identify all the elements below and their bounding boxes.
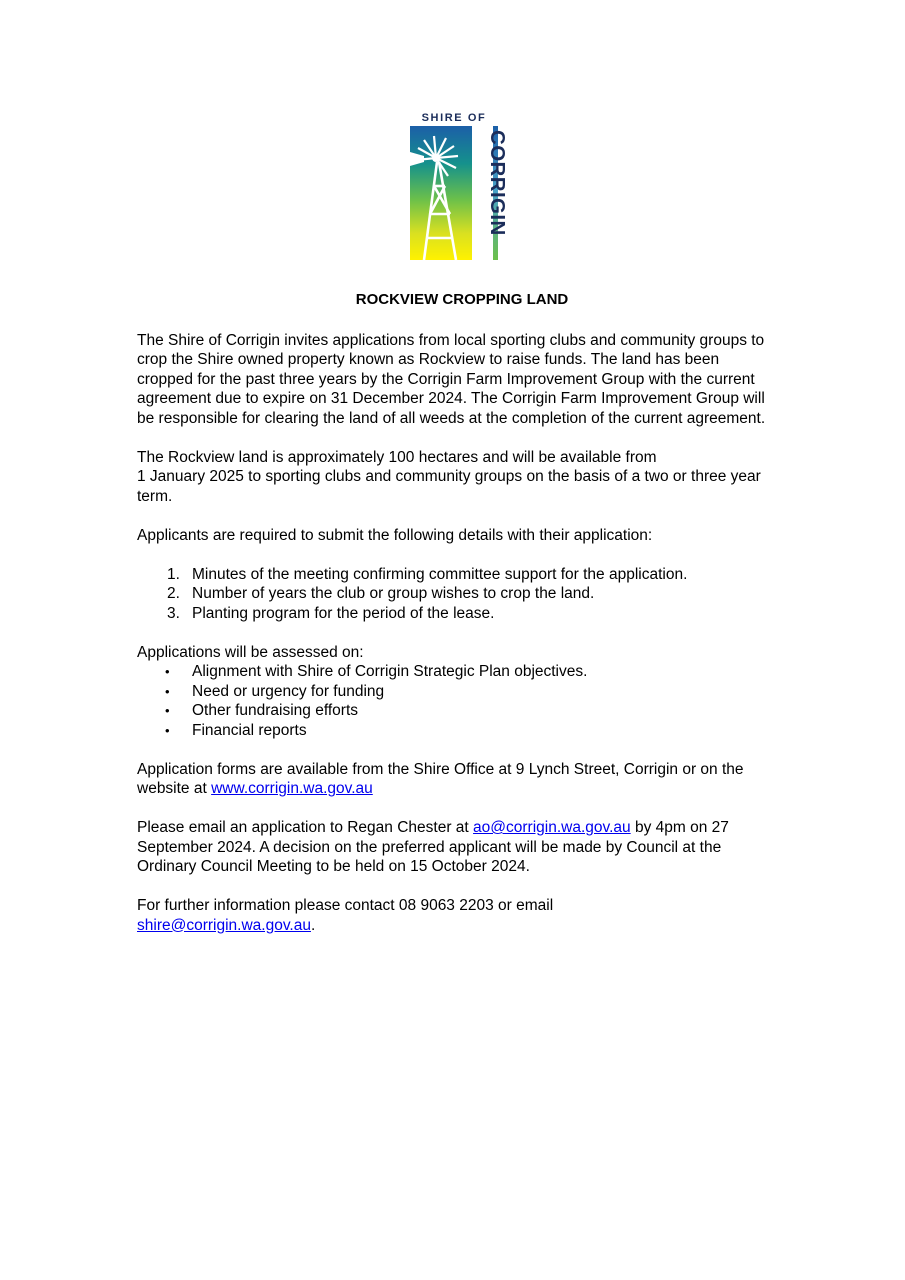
- availability-line-2: 1 January 2025 to sporting clubs and community groups on the basis of a two or three year term.: [137, 468, 761, 505]
- list-item: [137, 584, 777, 604]
- submission-text-after: by 4pm on 27 September 2024. A decision on the preferred applicant will be made by Council at the Ordinary Council Meeting to be held on 15 October 2024.: [137, 819, 729, 875]
- criteria-intro: Applications will be assessed on:: [137, 643, 364, 661]
- list-item: [137, 662, 777, 682]
- application-email-link[interactable]: ao@corrigin.wa.gov.au: [473, 819, 631, 836]
- logo-name-text: CORRIGIN: [486, 130, 509, 236]
- list-item-text: Number of years the club or group wishes to crop the land.: [192, 585, 595, 602]
- bullet-icon: •: [165, 722, 170, 738]
- bullet-icon: •: [165, 664, 170, 679]
- submission-paragraph: [137, 818, 777, 877]
- contact-period: .: [310, 916, 316, 934]
- windmill-logo-icon: [410, 126, 509, 260]
- logo-top-text: SHIRE OF: [421, 112, 487, 124]
- list-item-text: Need or urgency for funding: [192, 682, 385, 700]
- contact-paragraph: [137, 896, 777, 935]
- availability-line-1: The Rockview land is approximately 100 hectares and will be available from: [137, 448, 657, 466]
- list-item: [137, 565, 777, 585]
- list-number: 3.: [167, 604, 180, 622]
- document-title: ROCKVIEW CROPPING LAND: [355, 291, 569, 308]
- website-link[interactable]: www.corrigin.wa.gov.au: [211, 780, 373, 797]
- contact-text: For further information please contact 08 9063 2203 or email: [137, 897, 554, 914]
- bullet-icon: •: [165, 703, 170, 718]
- bullet-icon: •: [165, 683, 170, 699]
- requirements-intro: Applicants are required to submit the following details with their application:: [137, 526, 653, 544]
- list-item-text: Planting program for the period of the lease.: [192, 604, 495, 622]
- list-item: [137, 604, 777, 624]
- availability-paragraph: [137, 448, 777, 507]
- list-number: 2.: [167, 585, 180, 602]
- list-number: 1.: [167, 565, 180, 583]
- list-item-text: Alignment with Shire of Corrigin Strategic Plan objectives.: [192, 663, 588, 680]
- document-body: [137, 290, 777, 955]
- list-item: [137, 721, 777, 741]
- list-item-text: Financial reports: [192, 721, 307, 739]
- submission-text-before: Please email an application to Regan Chester at: [137, 819, 474, 836]
- contact-email-link[interactable]: shire@corrigin.wa.gov.au: [137, 916, 311, 934]
- list-item-text: Other fundraising efforts: [192, 702, 358, 719]
- list-item-text: Minutes of the meeting confirming committee support for the application.: [192, 565, 688, 583]
- requirements-list: [137, 565, 777, 624]
- forms-text: Application forms are available from the Shire Office at 9 Lynch Street, Corrigin or on the website at: [137, 760, 744, 797]
- forms-paragraph: [137, 760, 777, 799]
- shire-logo: [408, 112, 509, 264]
- list-item: [137, 682, 777, 702]
- intro-paragraph: The Shire of Corrigin invites applications from local sporting clubs and community groups to crop the Shire owned property known as Rockview to raise funds. The land has been cropped for the past three years by the Corrigin Farm Improvement Group with the current agreement due to expire on 31 December 2024. The Corrigin Farm Improvement Group will be responsible for clearing the land of all weeds at the completion of the current agreement.: [137, 331, 766, 427]
- list-item: [137, 701, 777, 721]
- criteria-list: [137, 662, 777, 740]
